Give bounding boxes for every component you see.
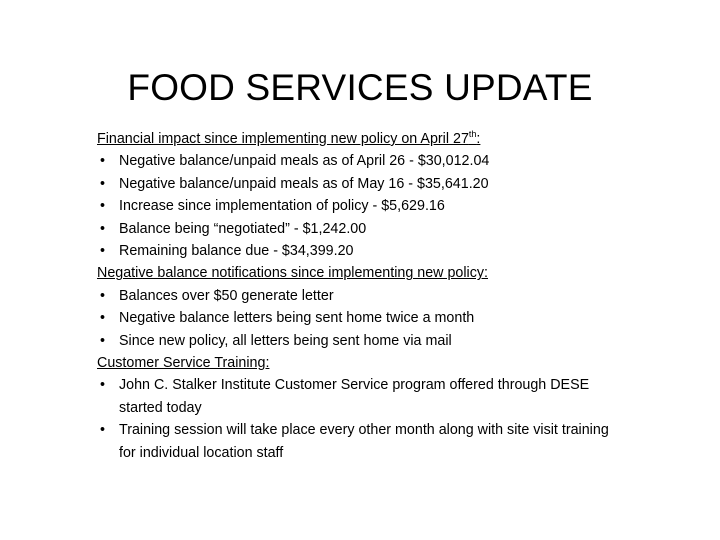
bullet-icon: • (100, 175, 106, 192)
section-heading-text: Negative balance notifications since implementing new policy: (97, 265, 488, 282)
list-item-text: Remaining balance due - $34,399.20 (119, 243, 354, 260)
bullet-icon: • (100, 198, 106, 215)
list-item (97, 374, 617, 419)
list-item (97, 195, 617, 217)
list-item-text: Balances over $50 generate letter (119, 287, 334, 304)
list-item (97, 307, 617, 329)
list-item-text: Negative balance/unpaid meals as of April 26 - $30,012.04 (119, 153, 490, 170)
list-item-text: John C. Stalker Institute Customer Service program offered through DESE started today (119, 377, 590, 416)
bullet-icon: • (100, 287, 106, 304)
bullet-icon: • (100, 332, 106, 349)
ordinal-superscript: th (468, 129, 477, 140)
section-heading-text: Customer Service Training: (97, 355, 270, 372)
list-item (97, 419, 617, 464)
list-item-text: Negative balance letters being sent home twice a month (119, 310, 475, 327)
bullet-icon: • (100, 422, 106, 439)
list-item-text: Balance being “negotiated” - $1,242.00 (119, 220, 367, 237)
bullet-icon: • (100, 377, 106, 394)
list-item-text: Since new policy, all letters being sent home via mail (119, 332, 452, 349)
bullet-list-financial-impact (97, 150, 617, 262)
list-item (97, 173, 617, 195)
heading-colon: : (476, 131, 481, 147)
bullet-icon: • (100, 243, 106, 260)
bullet-icon: • (100, 220, 106, 237)
list-item (97, 240, 617, 262)
section-heading-customer-service (97, 352, 617, 374)
slide-title: FOOD SERVICES UPDATE (127, 67, 593, 108)
bullet-list-notifications (97, 285, 617, 352)
list-item (97, 218, 617, 240)
list-item-text: Training session will take place every other month along with site visit training for individual location staff (119, 422, 609, 461)
section-heading-text: Financial impact since implementing new policy on April 27 (97, 131, 469, 147)
section-heading-financial-impact (97, 128, 617, 150)
bullet-list-customer-service (97, 374, 617, 464)
list-item-text: Increase since implementation of policy - $5,629.16 (119, 198, 445, 215)
bullet-icon: • (100, 310, 106, 327)
list-item (97, 150, 617, 172)
bullet-icon: • (100, 153, 106, 170)
section-heading-notifications (97, 262, 617, 284)
slide-body (97, 128, 617, 464)
list-item-text: Negative balance/unpaid meals as of May 16 - $35,641.20 (119, 175, 489, 192)
list-item (97, 330, 617, 352)
list-item (97, 285, 617, 307)
